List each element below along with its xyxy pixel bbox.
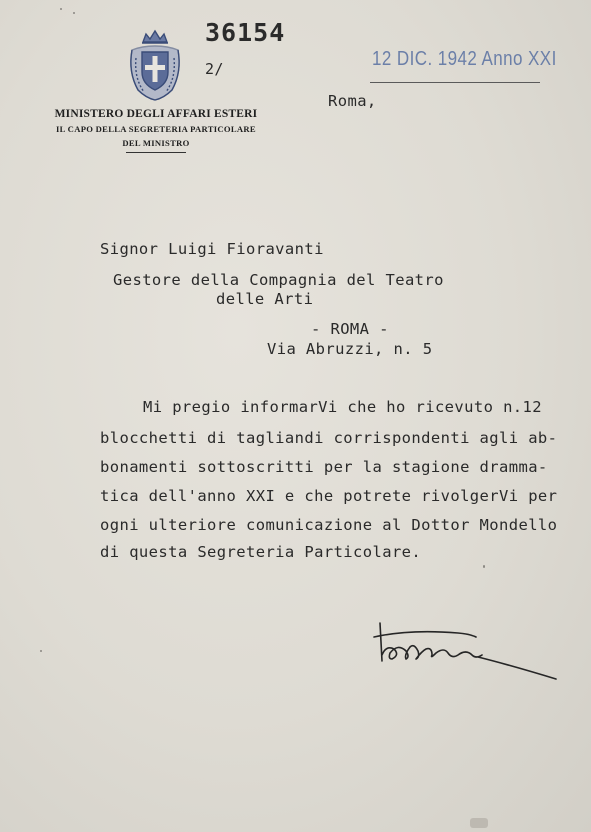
body-line: tica dell'anno XXI e che potrete rivolgerVi per: [100, 487, 558, 505]
paper-speck: [483, 565, 485, 568]
paper-speck: [40, 650, 42, 652]
recipient-street: Via Abruzzi, n. 5: [267, 340, 433, 358]
letterhead-rule: [126, 152, 186, 154]
letterhead: [30, 108, 282, 154]
body-line: ogni ulteriore comunicazione al Dottor Mondello: [100, 516, 558, 534]
date-underline: [370, 82, 540, 83]
coat-of-arms-icon: [124, 28, 186, 102]
signature: [370, 615, 565, 690]
body-line: bonamenti sottoscritti per la stagione dramma-: [100, 458, 548, 476]
recipient-role-line1: Gestore della Compagnia del Teatro: [113, 271, 444, 289]
paper-mark: [470, 818, 488, 828]
date-stamp: 12 DIC. 1942 Anno XXI: [372, 48, 557, 70]
recipient-role-line2: delle Arti: [216, 290, 314, 308]
city-line: Roma,: [328, 92, 377, 110]
paper-speck: [73, 12, 75, 14]
paper-speck: [60, 8, 62, 10]
sub-number: 2/: [205, 60, 224, 78]
protocol-number: 36154: [205, 18, 286, 47]
recipient-city: - ROMA -: [311, 320, 389, 338]
recipient-name: Signor Luigi Fioravanti: [100, 240, 324, 258]
letterhead-office: IL CAPO DELLA SEGRETERIA PARTICOLARE: [56, 124, 256, 134]
body-line: blocchetti di tagliandi corrispondenti agli ab-: [100, 429, 558, 447]
body-line: Mi pregio informarVi che ho ricevuto n.12: [143, 398, 543, 416]
body-line: di questa Segreteria Particolare.: [100, 543, 422, 561]
ministry-name: MINISTERO DEGLI AFFARI ESTERI: [54, 108, 258, 120]
letterhead-minister: DEL MINISTRO: [122, 138, 190, 148]
